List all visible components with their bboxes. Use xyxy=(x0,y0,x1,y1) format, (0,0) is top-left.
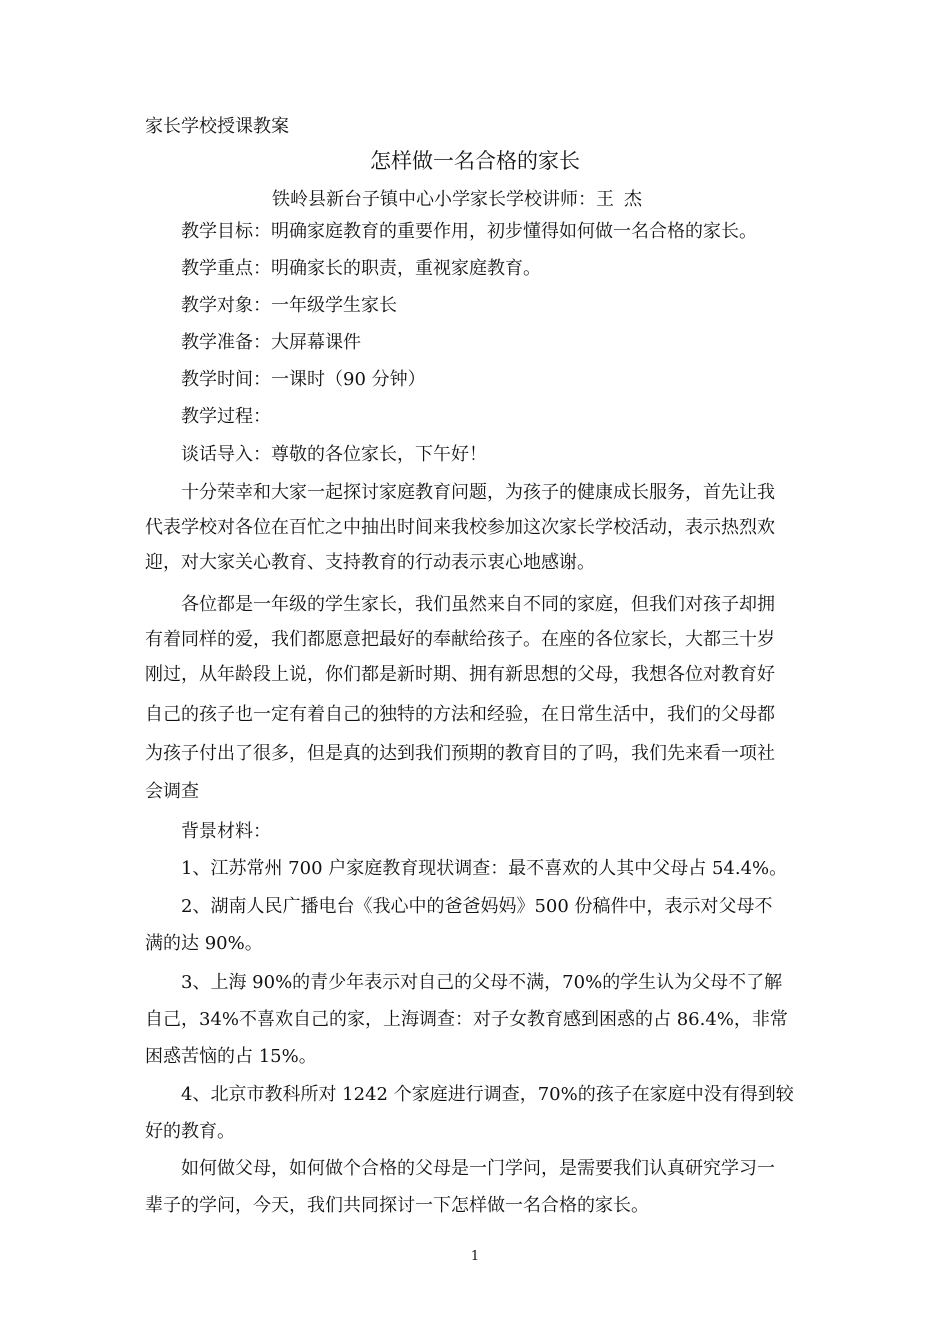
survey-item-3-cont: 自己，34%不喜欢自己的家，上海调查：对子女教育感到困惑的占 86.4%，非常 xyxy=(145,1009,788,1030)
paragraph-line: 自己的孩子也一定有着自己的独特的方法和经验，在日常生活中，我们的父母都 xyxy=(145,704,775,725)
intro-line: 谈话导入：尊敬的各位家长，下午好！ xyxy=(181,444,487,465)
header-label: 家长学校授课教案 xyxy=(145,116,289,137)
paragraph-line: 迎，对大家关心教育、支持教育的行动表示衷心地感谢。 xyxy=(145,552,595,573)
page-number: 1 xyxy=(470,1249,480,1264)
paragraph-line: 会调查 xyxy=(145,781,199,802)
document-title: 怎样做一名合格的家长 xyxy=(370,149,580,173)
closing-line: 如何做父母，如何做个合格的父母是一门学问，是需要我们认真研究学习一 xyxy=(181,1158,775,1179)
teaching-goal-line: 教学目标：明确家庭教育的重要作用，初步懂得如何做一名合格的家长。 xyxy=(181,221,757,242)
survey-item-1: 1、江苏常州 700 户家庭教育现状调查：最不喜欢的人其中父母占 54.4%。 xyxy=(181,858,788,879)
survey-item-2: 2、湖南人民广播电台《我心中的爸爸妈妈》500 份稿件中，表示对父母不 xyxy=(181,896,773,917)
paragraph-line: 各位都是一年级的学生家长，我们虽然来自不同的家庭，但我们对孩子却拥 xyxy=(181,594,775,615)
teaching-time-line: 教学时间：一课时（90 分钟） xyxy=(181,369,426,390)
survey-item-4-cont: 好的教育。 xyxy=(145,1121,235,1142)
author-prefix: 铁岭县新台子镇中心小学家长学校讲师：王 xyxy=(272,189,614,210)
teaching-audience-line: 教学对象：一年级学生家长 xyxy=(181,295,397,316)
survey-item-4: 4、北京市教科所对 1242 个家庭进行调查，70%的孩子在家庭中没有得到较 xyxy=(181,1084,794,1105)
survey-item-2-cont: 满的达 90%。 xyxy=(145,933,263,954)
paragraph-line: 刚过，从年龄段上说，你们都是新时期、拥有新思想的父母，我想各位对教育好 xyxy=(145,664,775,685)
paragraph-line: 为孩子付出了很多，但是真的达到我们预期的教育目的了吗，我们先来看一项社 xyxy=(145,743,775,764)
author-line xyxy=(272,186,642,214)
author-suffix: 杰 xyxy=(624,189,642,210)
closing-line: 辈子的学问，今天，我们共同探讨一下怎样做一名合格的家长。 xyxy=(145,1195,649,1216)
teaching-prep-line: 教学准备：大屏幕课件 xyxy=(181,332,361,353)
survey-item-3: 3、上海 90%的青少年表示对自己的父母不满，70%的学生认为父母不了解 xyxy=(181,972,783,993)
paragraph-line: 代表学校对各位在百忙之中抽出时间来我校参加这次家长学校活动，表示热烈欢 xyxy=(145,517,775,538)
paragraph-line: 有着同样的爱，我们都愿意把最好的奉献给孩子。在座的各位家长，大都三十岁 xyxy=(145,629,775,650)
survey-item-3-cont: 困惑苦恼的占 15%。 xyxy=(145,1046,317,1067)
teaching-process-line: 教学过程： xyxy=(181,406,271,427)
background-heading: 背景材料： xyxy=(181,821,271,842)
teaching-focus-line: 教学重点：明确家长的职责，重视家庭教育。 xyxy=(181,258,541,279)
paragraph-line: 十分荣幸和大家一起探讨家庭教育问题，为孩子的健康成长服务，首先让我 xyxy=(181,482,775,503)
